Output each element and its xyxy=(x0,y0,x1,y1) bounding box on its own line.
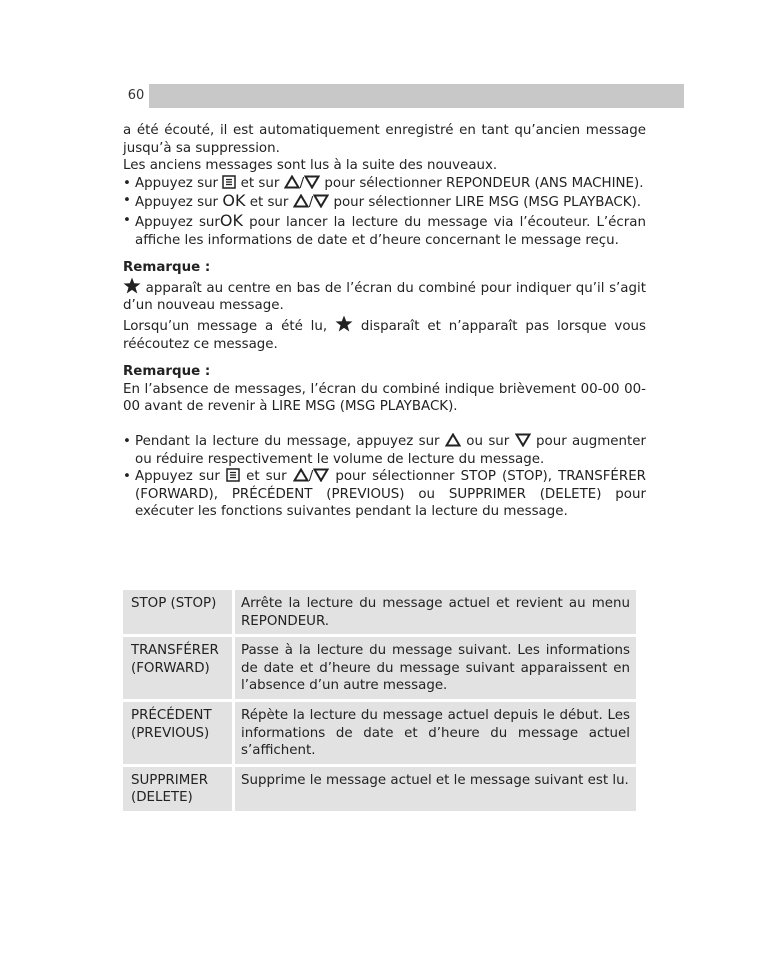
up-arrow-icon xyxy=(293,468,309,482)
table-description: Répète la lecture du message actuel depuis le début. Les informations de date et d’heure du message actuel s’affichent. xyxy=(235,702,636,764)
table-term: STOP (STOP) xyxy=(123,590,232,634)
star-icon xyxy=(123,277,141,294)
table-term: SUPPRIMER (DELETE) xyxy=(123,767,232,811)
up-arrow-icon xyxy=(284,175,300,189)
table-row xyxy=(123,637,636,699)
table-description: Arrête la lecture du message actuel et revient au menu REPONDEUR. xyxy=(235,590,636,634)
up-arrow-icon xyxy=(445,433,461,447)
list-item: • Appuyez sur OK et sur / pour sélectionner LIRE MSG (MSG PLAYBACK). xyxy=(123,192,646,212)
functions-table xyxy=(123,590,636,814)
intro-text: a été écouté, il est automatiquement enregistré en tant qu’ancien message jusqu’à sa suppression. xyxy=(123,123,646,156)
table-row xyxy=(123,590,636,634)
ok-key-label: OK xyxy=(219,210,244,230)
page-number: 60 xyxy=(123,84,149,108)
note-title: Remarque : xyxy=(123,364,211,380)
ok-key-label: OK xyxy=(222,191,246,211)
table-term: PRÉCÉDENT (PREVIOUS) xyxy=(123,702,232,764)
list-item: • Appuyez surOK pour lancer la lecture du message via l’écouteur. L’écran affiche les informations de date et d’heure concernant le message reçu. xyxy=(123,212,646,249)
down-arrow-icon xyxy=(313,194,329,208)
page-content xyxy=(123,122,646,521)
down-arrow-icon xyxy=(515,433,531,447)
note-paragraph: apparaît au centre en bas de l’écran du combiné pour indiquer qu’il s’agit d’un nouveau message. xyxy=(123,277,646,315)
list-item: • Appuyez sur et sur / pour sélectionner REPONDEUR (ANS MACHINE). xyxy=(123,175,646,193)
menu-icon xyxy=(226,468,240,482)
down-arrow-icon xyxy=(304,175,320,189)
down-arrow-icon xyxy=(313,468,329,482)
note-paragraph: En l’absence de messages, l’écran du combiné indique brièvement 00-00 00-00 avant de revenir à LIRE MSG (MSG PLAYBACK). xyxy=(123,381,646,415)
note-paragraph: Lorsqu’un message a été lu, disparaît et n’apparaît pas lorsque vous réécoutez ce message. xyxy=(123,315,646,353)
page-header-bar xyxy=(123,84,684,108)
star-icon xyxy=(335,315,353,332)
table-term: TRANSFÉRER (FORWARD) xyxy=(123,637,232,699)
table-description: Passe à la lecture du message suivant. Les informations de date et d’heure du message suivant apparaissent en l’absence d’un autre message. xyxy=(235,637,636,699)
intro-text-2: Les anciens messages sont lus à la suite des nouveaux. xyxy=(123,158,498,174)
list-item: • Appuyez sur et sur / pour sélectionner STOP (STOP), TRANSFÉRER (FORWARD), PRÉCÉDENT (PREVIOUS) ou SUPPRIMER (DELETE) pour exécuter les fonctions suivantes pendant la lecture du message. xyxy=(123,468,646,521)
list-item: • Pendant la lecture du message, appuyez sur ou sur pour augmenter ou réduire respectivement le volume de lecture du message. xyxy=(123,433,646,468)
up-arrow-icon xyxy=(293,194,309,208)
menu-icon xyxy=(222,175,236,189)
note-title: Remarque : xyxy=(123,260,211,276)
table-row xyxy=(123,702,636,764)
table-row xyxy=(123,767,636,811)
table-description: Supprime le message actuel et le message suivant est lu. xyxy=(235,767,636,811)
